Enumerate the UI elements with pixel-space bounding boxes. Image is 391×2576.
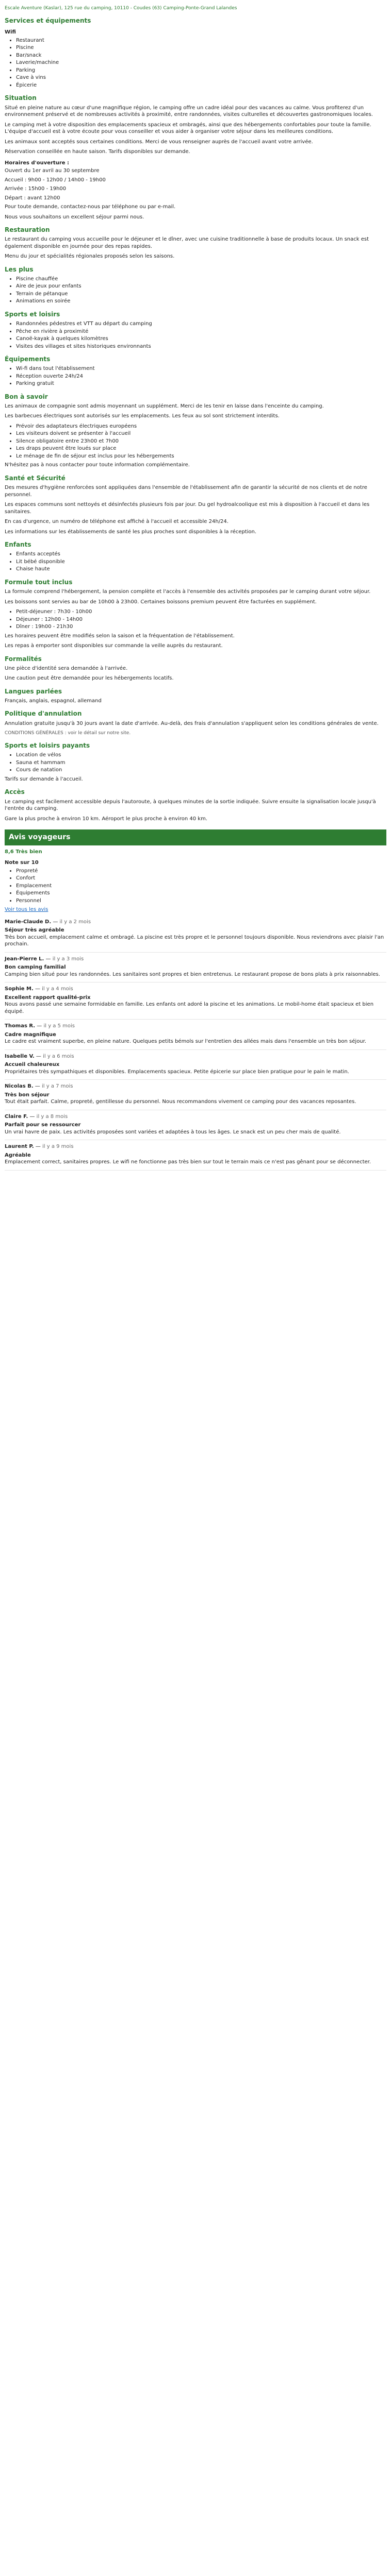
review-title: Cadre magnifique [5,1031,56,1038]
sante-paragraph: En cas d'urgence, un numéro de téléphone est affiché à l'accueil et accessible 24h/24. [5,519,229,525]
bien-savoir-paragraph: Les animaux de compagnie sont admis moyennant un supplément. Merci de les tenir en laisse dans l'enceinte du camping. [5,403,324,409]
about-paragraph: Les animaux sont acceptés sous certaines conditions. Merci de vous renseigner auprès de l'accueil avant votre arrivée. [5,139,313,145]
enfants-list [5,551,386,573]
review-item: Laurent P. — il y a 9 mois Agréable Emplacement correct, sanitaires propres. Le wifi ne fonctionne pas très bien sur tout le terrain mais ce n'est pas gênant pour se déconnecter. [5,1140,386,1171]
horaires-paragraph: La formule comprend l'hébergement, la pension complète et l'accès à l'ensemble des activités proposées par le camping durant votre séjour. [5,589,371,595]
address-line: Escale Aventure (Kaslar), 125 rue du camping, 10110 - Coudes (63) Camping-Ponte-Grand Lalandes [5,6,237,11]
langues-title: Langues parlées [5,687,62,695]
activites2-note: Tarifs sur demande à l'accueil. [5,776,83,782]
activites2-list [5,752,386,774]
list-item: • Enfants acceptés [16,551,386,558]
criteria-list [5,868,386,905]
review-author: Thomas R. [5,1023,36,1029]
review-item: Thomas R. — il y a 5 mois Cadre magnifique Le cadre est vraiment superbe, en pleine nature. Quelques petits bémols sur l'entretien des allées mais dans l'ensemble un très bon séjour. [5,1020,386,1050]
hours-line: Accueil : 9h00 - 12h00 / 14h00 - 19h00 [5,177,106,183]
about-paragraph: Le camping met à votre disposition des emplacements spacieux et ombragés, ainsi que des hébergements confortables pour toute la famille. L'équipe d'accueil est à votre écoute pour vous conseiller et vous aider à organiser votre séjour dans les meilleures conditions. [5,122,371,135]
list-item: • Pêche en rivière à proximité [16,328,386,335]
review-item: Isabelle V. — il y a 6 mois Accueil chaleureux Propriétaires très sympathiques et disponibles. Emplacements spacieux. Petite épicerie sur place bien pratique pour le pain le matin. [5,1050,386,1080]
about-extra: Pour toute demande, contactez-nous par téléphone ou par e-mail. [5,204,176,210]
review-item: Sophie M. — il y a 4 mois Excellent rapport qualité-prix Nous avons passé une semaine formidable en famille. Les enfants ont adoré la piscine et les animations. Le mobil-home était spacieux et bien équipé. [5,982,386,1020]
review-text: Le cadre est vraiment superbe, en pleine nature. Quelques petits bémols sur l'entretien des allées mais dans l'ensemble un très bon séjour. [5,1039,367,1045]
restauration-paragraph: Le restaurant du camping vous accueille pour le déjeuner et le dîner, avec une cuisine traditionnelle à base de produits locaux. Un snack est également disponible en journée pour des repas rapides. [5,236,369,249]
review-text: Tout était parfait. Calme, propreté, gentillesse du personnel. Nous recommandons vivement ce camping pour des vacances reposantes. [5,1099,356,1105]
list-item: • Laverie/machine [16,59,386,66]
review-text: Nous avons passé une semaine formidable en famille. Les enfants ont adoré la piscine et les animations. Le mobil-home était spacieux et bien équipé. [5,1002,374,1014]
sports-title: Sports et loisirs [5,310,60,318]
review-text: Un vrai havre de paix. Les activités proposées sont variées et adaptées à tous les âges. Le snack est un peu cher mais de qualité. [5,1129,341,1135]
list-item: • Déjeuner : 12h00 - 14h00 [16,616,386,623]
equipements-list [5,365,386,387]
review-author: Nicolas B. [5,1083,34,1090]
services-subtitle: Wifi [5,29,16,36]
bien-savoir-paragraph: Les barbecues électriques sont autorisés sur les emplacements. Les feux au sol sont strictement interdits. [5,413,280,419]
review-text: Camping bien situé pour les randonnées. Les sanitaires sont propres et bien entretenus. Le restaurant propose de bons plats à prix raisonnables. [5,971,380,977]
list-item: • Location de vélos [16,752,386,759]
access-paragraph: Gare la plus proche à environ 10 km. Aéroport le plus proche à environ 40 km. [5,816,207,822]
review-author: Marie-Claude D. [5,919,52,925]
paiement-title: Formalités [5,655,42,663]
list-item: • Randonnées pédestres et VTT au départ du camping [16,320,386,328]
list-item: • Parking [16,67,386,74]
politique-title: Politique d'annulation [5,710,82,718]
list-item: • Terrain de pétanque [16,291,386,298]
access-paragraph: Le camping est facilement accessible depuis l'autoroute, à quelques minutes de la sortie indiquée. Suivre ensuite la signalisation locale jusqu'à l'entrée du camping. [5,799,376,812]
sante-paragraph: Des mesures d'hygiène renforcées sont appliquées dans l'ensemble de l'établissement afin de garantir la sécurité de nos clients et de notre personnel. [5,485,367,498]
list-item: • Sauna et hammam [16,759,386,767]
list-item: • Équipements [16,890,386,897]
list-item: • Canoë-kayak à quelques kilomètres [16,335,386,343]
list-item: • Aire de jeux pour enfants [16,283,386,290]
hours-line: Départ : avant 12h00 [5,195,60,201]
services-list [5,37,386,89]
list-item: • Petit-déjeuner : 7h30 - 10h00 [16,608,386,616]
bien-savoir-title: Bon à savoir [5,393,48,400]
equipements-title: Équipements [5,355,51,363]
about-extra: Nous vous souhaitons un excellent séjour parmi nous. [5,214,144,220]
list-item: • Réception ouverte 24h/24 [16,373,386,380]
review-author: Claire F. [5,1113,28,1120]
review-text: Propriétaires très sympathiques et disponibles. Emplacements spacieux. Petite épicerie sur place bien pratique pour le pain le matin. [5,1069,349,1075]
review-date: il y a 6 mois [43,1053,74,1059]
list-item: • Visites des villages et sites historiques environnants [16,343,386,350]
horaires-title: Formule tout inclus [5,578,73,586]
access-title: Accès [5,788,25,796]
all-reviews-link[interactable]: Voir tous les avis [5,907,48,913]
paiement-paragraph: Une pièce d'identité sera demandée à l'arrivée. [5,665,128,671]
list-item: • Silence obligatoire entre 23h00 et 7h00 [16,438,386,445]
loisirs-title: Les plus [5,265,34,273]
horaires-paragraph: Les boissons sont servies au bar de 10h00 à 23h00. Certaines boissons premium peuvent être facturées en supplément. [5,599,317,605]
list-item: • Épicerie [16,82,386,89]
reviews-band-title: Avis voyageurs [5,829,386,845]
review-author: Sophie M. [5,986,34,992]
review-date: il y a 7 mois [41,1083,73,1090]
review-item: Claire F. — il y a 8 mois Parfait pour se ressourcer Un vrai havre de paix. Les activités proposées sont variées et adaptées à tous les âges. Le snack est un peu cher mais de qualité. [5,1110,386,1141]
reviews-score-line [5,849,386,856]
review-date: il y a 9 mois [42,1144,74,1150]
review-date: il y a 2 mois [59,919,91,925]
loisirs-list [5,276,386,305]
list-item: • Le ménage de fin de séjour est inclus pour les hébergements [16,453,386,460]
criteria-title: Note sur 10 [5,860,39,866]
list-item: • Les visiteurs doivent se présenter à l'accueil [16,430,386,437]
review-date: il y a 5 mois [43,1023,75,1029]
list-item: • Lit bébé disponible [16,558,386,566]
review-title: Accueil chaleureux [5,1062,60,1068]
hours-line: Ouvert du 1er avril au 30 septembre [5,168,100,174]
sports-list [5,320,386,350]
review-author: Laurent P. [5,1144,34,1150]
horaires-after: Les repas à emporter sont disponibles sur commande la veille auprès du restaurant. [5,643,223,649]
list-item: • Piscine [16,44,386,52]
list-item: • Wi-fi dans tout l'établissement [16,365,386,372]
bien-savoir-list [5,423,386,460]
list-item: • Bar/snack [16,52,386,59]
restauration-title: Restauration [5,226,50,234]
politique-extra: CONDITIONS GÉNÉRALES : voir le détail sur notre site. [5,731,131,736]
hours-line: Arrivée : 15h00 - 19h00 [5,186,67,192]
list-item: • Confort [16,875,386,882]
review-item: Marie-Claude D. — il y a 2 mois Séjour très agréable Très bon accueil, emplacement calme et ombragé. La piscine est très propre et le personnel toujours disponible. Nous reviendrons avec plaisir l'an prochain. [5,916,386,953]
list-item: • Personnel [16,897,386,905]
horaires-after: Les horaires peuvent être modifiés selon la saison et la fréquentation de l'établissement. [5,633,235,639]
list-item: • Dîner : 19h00 - 21h30 [16,623,386,631]
hours-label: Horaires d'ouverture : [5,160,70,166]
page [5,0,386,1181]
review-item: Nicolas B. — il y a 7 mois Très bon séjour Tout était parfait. Calme, propreté, gentillesse du personnel. Nous recommandons vivement ce camping pour des vacances reposantes. [5,1080,386,1110]
enfants-title: Enfants [5,541,31,549]
reviews-score-label: Très bien [15,849,42,855]
list-item: • Cave à vins [16,74,386,81]
review-date: il y a 8 mois [36,1113,68,1120]
activites2-title: Sports et loisirs payants [5,742,90,750]
reviews-score: 8,6 [5,849,14,855]
list-item: • Piscine chauffée [16,276,386,283]
langues-paragraph: Français, anglais, espagnol, allemand [5,698,102,704]
services-title: Services et équipements [5,17,91,25]
list-item: • Prévoir des adaptateurs électriques européens [16,423,386,430]
review-item: Jean-Pierre L. — il y a 3 mois Bon camping familial Camping bien situé pour les randonnées. Les sanitaires sont propres et bien entretenus. Le restaurant propose de bons plats à prix raisonnables. [5,953,386,983]
restauration-paragraph: Menu du jour et spécialités régionales proposés selon les saisons. [5,253,175,260]
list-item: • Propreté [16,868,386,875]
sante-paragraph: Les espaces communs sont nettoyés et désinfectés plusieurs fois par jour. Du gel hydroalcoolique est mis à disposition à l'accueil et dans les sanitaires. [5,502,370,515]
review-text: Très bon accueil, emplacement calme et ombragé. La piscine est très propre et le personnel toujours disponible. Nous reviendrons avec plaisir l'an prochain. [5,934,384,947]
list-item: • Les draps peuvent être loués sur place [16,445,386,452]
review-text: Emplacement correct, sanitaires propres. Le wifi ne fonctionne pas très bien sur tout le terrain mais ce n'est pas gênant pour se déconnecter. [5,1159,371,1165]
review-title: Parfait pour se ressourcer [5,1122,81,1128]
politique-paragraph: Annulation gratuite jusqu'à 30 jours avant la date d'arrivée. Au-delà, des frais d'annulation s'appliquent selon les conditions générales de vente. [5,720,379,726]
about-title: Situation [5,94,37,102]
list-item: • Parking gratuit [16,380,386,387]
list-item: • Cours de natation [16,767,386,774]
review-date: il y a 3 mois [52,956,84,962]
sante-title: Santé et Sécurité [5,474,66,482]
sante-paragraph: Les informations sur les établissements de santé les plus proches sont disponibles à la réception. [5,529,257,535]
bien-savoir-closing: N'hésitez pas à nous contacter pour toute information complémentaire. [5,462,190,468]
about-paragraph: Réservation conseillée en haute saison. Tarifs disponibles sur demande. [5,149,190,155]
review-title: Bon camping familial [5,964,66,971]
list-item: • Animations en soirée [16,298,386,305]
horaires-list [5,608,386,631]
review-title: Excellent rapport qualité-prix [5,994,91,1001]
review-date: il y a 4 mois [42,986,73,992]
paiement-paragraph: Une caution peut être demandée pour les hébergements locatifs. [5,675,174,682]
review-title: Séjour très agréable [5,927,64,934]
review-author: Jean-Pierre L. [5,956,44,962]
list-item: • Chaise haute [16,566,386,573]
list-item: • Restaurant [16,37,386,44]
review-author: Isabelle V. [5,1053,35,1059]
review-title: Agréable [5,1152,31,1158]
review-title: Très bon séjour [5,1092,50,1098]
about-paragraph: Situé en pleine nature au cœur d'une magnifique région, le camping offre un cadre idéal pour des vacances au calme. Vous profiterez d'un environnement préservé et de nombreuses activités à proximité, entre randonnées, visites culturelles et découvertes gastronomiques locales. [5,105,373,118]
list-item: • Emplacement [16,883,386,890]
